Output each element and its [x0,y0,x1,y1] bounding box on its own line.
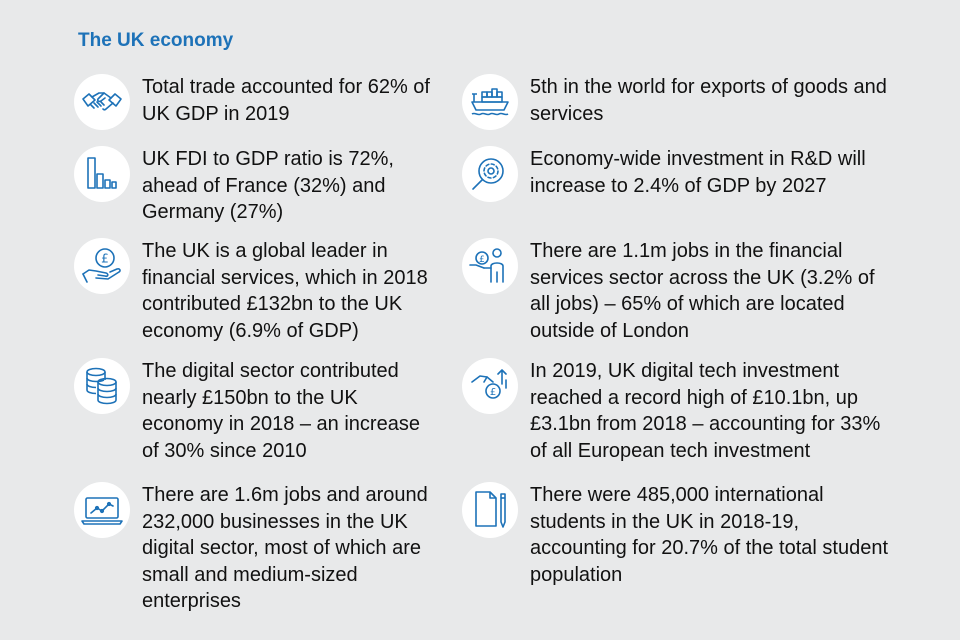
item-text: Economy-wide investment in R&D will increase to 2.4% of GDP by 2027 [530,148,866,197]
item-text: 5th in the world for exports of goods and services [530,76,887,125]
list-item [462,482,892,588]
gear-magnifier-icon [462,146,518,202]
list-item [74,74,444,134]
document-pen-icon [462,482,518,538]
item-text: The UK is a global leader in financial services, which in 2018 contributed £132bn to the UK economy (6.9% of GDP) [142,240,428,342]
bar-chart-icon [74,146,130,202]
item-text: There were 485,000 international students in the UK in 2018-19, accounting for 20.7% of the total student population [530,484,889,586]
database-icon [74,358,130,414]
page-title: The UK economy [78,30,234,51]
list-item [462,358,892,464]
person-pound-icon [462,238,518,294]
item-text: There are 1.6m jobs and around 232,000 businesses in the UK digital sector, most of which are small and medium-sized enterprises [142,484,428,612]
svg-text:£: £ [489,387,497,398]
item-text: UK FDI to GDP ratio is 72%, ahead of France (32%) and Germany (27%) [142,148,394,223]
cargo-ship-icon [462,74,518,130]
list-item [462,74,892,134]
list-item [74,358,444,464]
hand-coin-growth-icon [462,358,518,414]
item-text: There are 1.1m jobs in the financial services sector across the UK (3.2% of all jobs) – 65% of which are located outside of London [530,240,875,342]
list-item [462,146,892,226]
item-text: In 2019, UK digital tech investment reached a record high of £10.1bn, up £3.1bn from 2018 – accounting for 33% of all European tech investment [530,360,881,462]
handshake-icon [74,74,130,130]
item-text: The digital sector contributed nearly £150bn to the UK economy in 2018 – an increase of 30% since 2010 [142,360,420,462]
list-item [74,238,444,344]
item-text: Total trade accounted for 62% of UK GDP in 2019 [142,76,430,125]
laptop-chart-icon [74,482,130,538]
hand-pound-coin-icon [74,238,130,294]
svg-text:£: £ [479,255,485,265]
list-item [462,238,892,344]
list-item [74,482,444,612]
list-item [74,146,444,226]
svg-text:£: £ [101,251,109,266]
